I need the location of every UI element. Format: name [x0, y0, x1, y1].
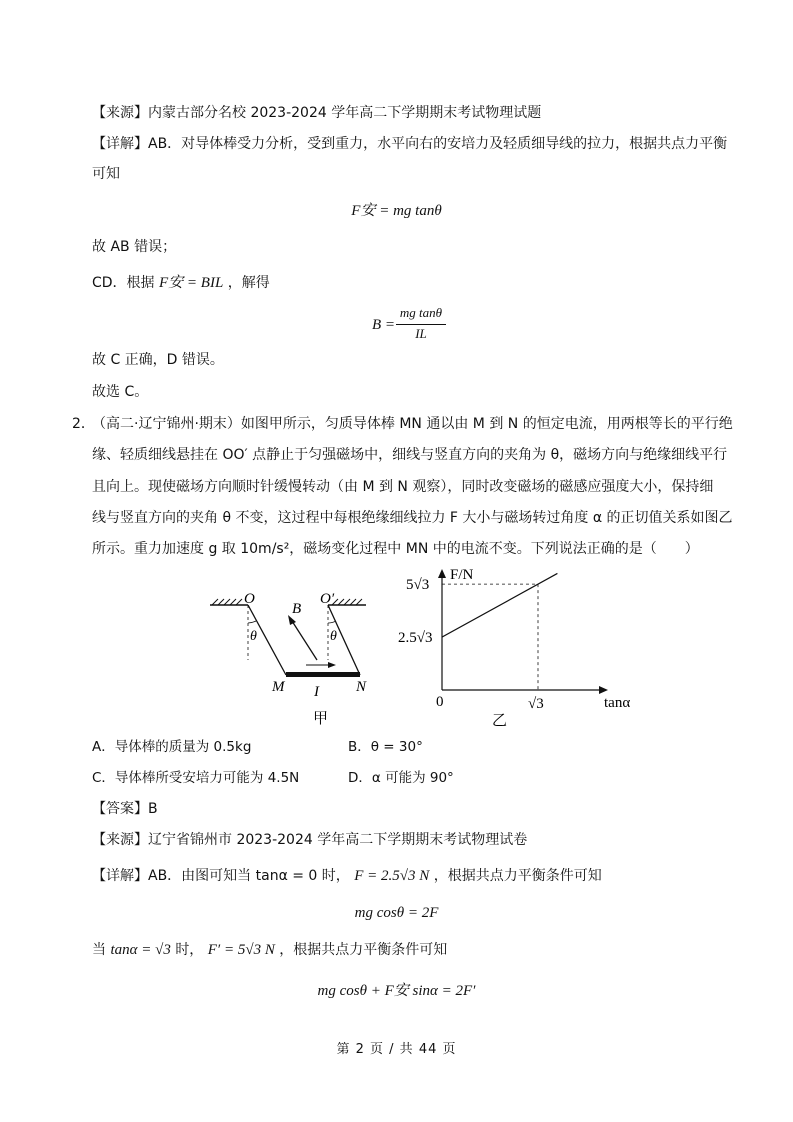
option-c: C．导体棒所受安培力可能为 4.5N [92, 770, 300, 786]
data-series-line [442, 573, 557, 637]
when-prefix: 当 [92, 942, 106, 958]
figure-jia [200, 585, 390, 730]
when-mid: 时， [175, 942, 204, 958]
equation-4: mg cosθ + F安 sinα = 2F′ [317, 983, 476, 999]
question-number: 2． [72, 416, 95, 432]
y-tick-high: 5√3 [406, 577, 430, 594]
question-line-3: 且向上。现使磁场方向顺时针缓慢转动（由 M 到 N 观察），同时改变磁场的磁感应强度大小，保持细 [92, 479, 714, 495]
y-axis-label: F/N [450, 567, 474, 583]
source-line-prev: 【来源】内蒙古部分名校 2023-2024 学年高二下学期期末考试物理试题 [92, 105, 542, 121]
question-line-5: 所示。重力加速度 g 取 10m/s²，磁场变化过程中 MN 中的电流不变。下列说法正确的是（ ） [92, 541, 699, 557]
caption-jia: 甲 [313, 711, 329, 727]
label-theta-left: θ [250, 629, 257, 644]
option-b: B．θ = 30° [348, 739, 423, 755]
cd-result-line: 故 C 正确，D 错误。 [92, 352, 224, 368]
label-i: I [314, 684, 319, 700]
label-o-prime: O′ [320, 591, 335, 607]
source-line-q2: 【来源】辽宁省锦州市 2023-2024 学年高二下学期期末考试物理试卷 [92, 832, 528, 848]
ab-wrong-line: 故 AB 错误； [92, 239, 177, 255]
detail-line-2: 可知 [92, 166, 120, 182]
origin-label: 0 [436, 694, 444, 710]
page-footer: 第 2 页 / 共 44 页 [336, 1042, 457, 1057]
detail-line-q2 [92, 866, 602, 886]
y-tick-low: 2.5√3 [398, 630, 433, 647]
answer-line: 【答案】B [92, 801, 158, 817]
question-line-4: 线与竖直方向的夹角 θ 不变，这过程中每根绝缘细线拉力 F 大小与磁场转过角度 α 的正切值关系如图乙 [92, 510, 733, 526]
when-f-value: F′ = 5√3 N [207, 942, 275, 958]
cd-suffix: ，解得 [227, 275, 270, 291]
when-suffix: ，根据共点力平衡条件可知 [279, 942, 448, 958]
option-a: A．导体棒的质量为 0.5kg [92, 739, 252, 755]
x-axis-label: tanα [604, 695, 631, 711]
equation-2-numerator: mg tanθ [399, 305, 443, 320]
when-condition: tanα = √3 [110, 942, 171, 958]
label-o: O [244, 591, 255, 607]
figure-yi [370, 565, 631, 733]
cd-equation: F安 = BIL [159, 275, 224, 291]
detail-f-value: F = 2.5√3 N [354, 868, 430, 884]
cd-line [92, 273, 270, 293]
detail-suffix: ，根据共点力平衡条件可知 [433, 868, 602, 884]
label-m: M [272, 679, 285, 695]
when-line [92, 940, 447, 960]
equation-3: mg cosθ = 2F [354, 905, 439, 921]
x-tick: √3 [528, 696, 544, 712]
equation-1: F安 = mg tanθ [351, 203, 442, 219]
question-line-1: （高二·辽宁锦州·期末）如图甲所示，匀质导体棒 MN 通以由 M 到 N 的恒定电流，用两根等长的平行绝 [92, 416, 733, 432]
option-d: D．α 可能为 90° [348, 770, 454, 786]
caption-yi: 乙 [492, 713, 508, 729]
label-theta-right: θ [330, 629, 337, 644]
cd-prefix: CD．根据 [92, 275, 155, 291]
equation-2-lhs: B = [372, 317, 396, 333]
y-axis-arrow [438, 569, 446, 578]
x-axis-arrow [599, 686, 608, 694]
detail-line-1: 【详解】AB．对导体棒受力分析，受到重力，水平向右的安培力及轻质细导线的拉力，根据共点力平衡 [92, 136, 728, 152]
question-line-2: 缘、轻质细线悬挂在 OO′ 点静止于匀强磁场中，细线与竖直方向的夹角为 θ，磁场方向与绝缘细线平行 [92, 447, 728, 463]
label-n: N [356, 679, 367, 695]
choose-line: 故选 C。 [92, 384, 149, 400]
fraction-bar [396, 324, 446, 325]
label-b: B [292, 601, 302, 617]
equation-2-denominator: IL [415, 326, 427, 341]
detail-prefix: 【详解】AB．由图可知当 tanα = 0 时， [92, 868, 350, 884]
